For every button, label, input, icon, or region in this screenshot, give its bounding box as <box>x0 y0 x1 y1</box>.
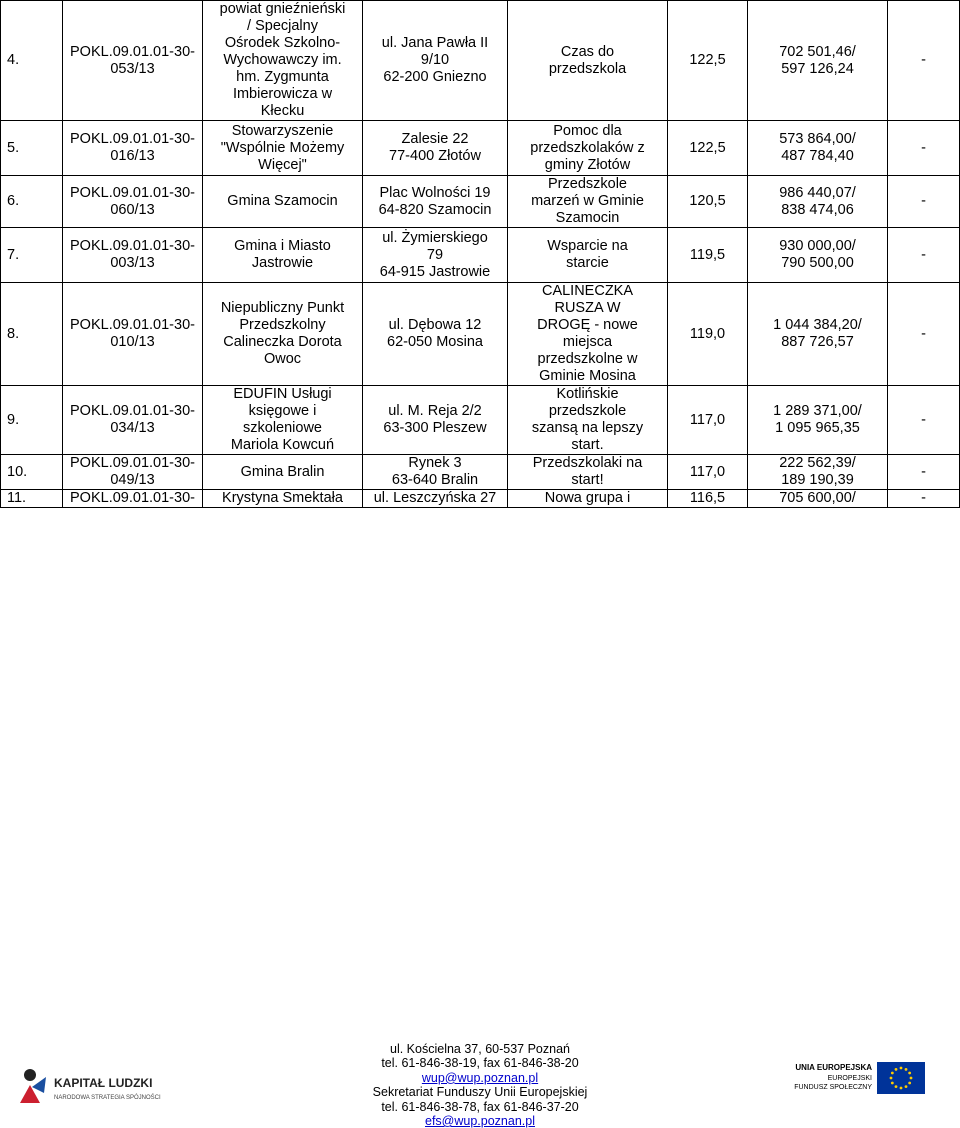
amount-value-text: 1 289 371,00/ 1 095 965,35 <box>773 403 862 436</box>
amount-value <box>748 386 888 455</box>
amount-value-text: 705 600,00/ <box>779 490 856 506</box>
row-number-text: 6. <box>7 193 20 209</box>
contact-department: Sekretariat Funduszy Unii Europejskiej <box>372 1085 588 1100</box>
contact-address: ul. Kościelna 37, 60-537 Poznań <box>390 1042 570 1056</box>
amount-value-text: 222 562,39/ 189 190,39 <box>779 455 856 488</box>
row-number <box>1 1 63 121</box>
project-title-text: Czas do przedszkola <box>548 43 627 77</box>
table-row <box>1 176 960 228</box>
table-row <box>1 490 960 508</box>
note-value <box>888 1 960 121</box>
amount-value-text: 702 501,46/ 597 126,24 <box>779 43 856 77</box>
ue-line3: FUNDUSZ SPOŁECZNY <box>794 1084 872 1091</box>
score-value-text: 117,0 <box>689 411 726 428</box>
amount-value <box>748 1 888 121</box>
score-value <box>668 283 748 386</box>
score-value <box>668 455 748 490</box>
amount-value <box>748 176 888 228</box>
note-value-text: - <box>921 52 926 68</box>
project-code-text: POKL.09.01.01-30- 016/13 <box>70 131 195 164</box>
score-value <box>668 1 748 121</box>
project-code-text: POKL.09.01.01-30- <box>70 490 195 506</box>
eu-star-icon <box>895 1068 898 1071</box>
applicant-name <box>203 455 363 490</box>
applicant-address-text: ul. Jana Pawła II 9/10 62-200 Gniezno <box>381 35 489 85</box>
note-value-text: - <box>921 463 926 480</box>
score-value-text: 119,5 <box>689 246 726 263</box>
applicant-address-text: Plac Wolności 19 64-820 Szamocin <box>378 184 492 218</box>
table-row <box>1 228 960 283</box>
project-code-text: POKL.09.01.01-30- 053/13 <box>70 43 195 77</box>
kapital-ludzki-emblem-icon <box>20 1069 46 1103</box>
score-value-text: 116,5 <box>689 490 726 506</box>
project-title-text: Przedszkolaki na start! <box>532 455 643 488</box>
ue-line2: EUROPEJSKI <box>827 1075 872 1082</box>
applicant-address <box>363 455 508 490</box>
applicant-address-text: Zalesie 22 77-400 Złotów <box>389 131 481 164</box>
project-title <box>508 283 668 386</box>
applicant-name-text: Stowarzyszenie "Wspólnie Możemy Więcej" <box>220 122 345 173</box>
applicant-address-text: ul. Leszczyńska 27 <box>373 490 497 506</box>
eu-logo <box>755 1060 935 1100</box>
applicant-address <box>363 1 508 121</box>
project-title <box>508 228 668 283</box>
project-code <box>63 121 203 176</box>
project-title-text: Nowa grupa i <box>544 490 631 506</box>
row-number <box>1 283 63 386</box>
amount-value <box>748 490 888 508</box>
score-value-text: 122,5 <box>689 139 726 156</box>
project-title <box>508 176 668 228</box>
eu-star-icon <box>900 1067 903 1070</box>
project-code-text: POKL.09.01.01-30- 049/13 <box>70 455 195 488</box>
kapital-ludzki-logo <box>18 1063 178 1107</box>
applicant-name <box>203 176 363 228</box>
applicant-name <box>203 228 363 283</box>
eu-star-icon <box>900 1087 903 1090</box>
applicant-name <box>203 490 363 508</box>
eu-star-icon <box>905 1068 908 1071</box>
amount-value-text: 930 000,00/ 790 500,00 <box>779 238 856 271</box>
eu-star-icon <box>890 1077 893 1080</box>
project-code <box>63 386 203 455</box>
eu-star-icon <box>908 1072 911 1075</box>
note-value-text: - <box>921 193 926 209</box>
applicant-address <box>363 176 508 228</box>
project-title-text: Pomoc dla przedszkolaków z gminy Złotów <box>530 122 645 173</box>
contact-email-link[interactable]: wup@wup.poznan.pl <box>421 1070 539 1085</box>
project-title <box>508 1 668 121</box>
project-title-text: CALINECZKA RUSZA W DROGĘ - nowe miejsca przedszkolne w Gminie Mosina <box>537 283 638 384</box>
project-code-text: POKL.09.01.01-30- 010/13 <box>70 317 195 350</box>
score-value <box>668 386 748 455</box>
row-number-text: 4. <box>7 52 20 68</box>
note-value-text: - <box>921 246 926 263</box>
eu-star-icon <box>905 1085 908 1088</box>
applicant-address-text: ul. Dębowa 12 62-050 Mosina <box>387 317 483 350</box>
ue-line1: UNIA EUROPEJSKA <box>795 1063 872 1072</box>
project-title <box>508 455 668 490</box>
eu-star-icon <box>908 1082 911 1085</box>
note-value <box>888 228 960 283</box>
row-number <box>1 176 63 228</box>
applicant-address <box>363 283 508 386</box>
eu-star-icon <box>910 1077 913 1080</box>
project-code-text: POKL.09.01.01-30- 034/13 <box>70 403 195 436</box>
applicant-address <box>363 121 508 176</box>
amount-value-text: 986 440,07/ 838 474,06 <box>779 184 856 218</box>
applicant-address <box>363 228 508 283</box>
table-row <box>1 455 960 490</box>
applicant-name-text: EDUFIN Usługi księgowe i szkoleniowe Mariola Kowcuń <box>230 386 335 453</box>
project-code <box>63 176 203 228</box>
row-number-text: 10. <box>7 463 28 480</box>
table-row <box>1 121 960 176</box>
applicant-name-text: Krystyna Smektała <box>222 490 343 506</box>
project-code <box>63 228 203 283</box>
row-number-text: 5. <box>7 139 20 156</box>
applicant-name <box>203 283 363 386</box>
applicant-name-text: Gmina Szamocin <box>227 193 338 209</box>
applicant-name-text: Gmina Bralin <box>240 463 325 480</box>
score-value-text: 117,0 <box>689 463 726 480</box>
row-number-text: 7. <box>7 246 20 263</box>
applicant-address-text: ul. Żymierskiego 79 64-915 Jastrowie <box>379 229 491 280</box>
project-code <box>63 455 203 490</box>
contact-email-link-2[interactable]: efs@wup.poznan.pl <box>425 1114 535 1128</box>
score-value <box>668 176 748 228</box>
eu-star-icon <box>891 1072 894 1075</box>
amount-value <box>748 228 888 283</box>
applicant-address <box>363 490 508 508</box>
applicant-name-text: Niepubliczny Punkt Przedszkolny Calineczka Dorota Owoc <box>220 300 345 367</box>
project-code-text: POKL.09.01.01-30- 003/13 <box>70 238 195 271</box>
project-code <box>63 1 203 121</box>
contact-block <box>330 1042 630 1128</box>
note-value <box>888 386 960 455</box>
applicant-name-text: powiat gnieźnieński / Specjalny Ośrodek Szkolno- Wychowawczy im. hm. Zygmunta Imbierowicza w Kłecku <box>219 1 346 119</box>
project-title <box>508 121 668 176</box>
amount-value-text: 1 044 384,20/ 887 726,57 <box>773 317 862 350</box>
note-value-text: - <box>921 325 926 342</box>
note-value <box>888 455 960 490</box>
applicant-name <box>203 1 363 121</box>
kl-title: KAPITAŁ LUDZKI <box>54 1076 153 1090</box>
row-number-text: 11. <box>7 490 27 506</box>
project-title-text: Wsparcie na starcie <box>547 238 628 271</box>
note-value <box>888 121 960 176</box>
project-title <box>508 386 668 455</box>
project-title <box>508 490 668 508</box>
eu-star-icon <box>891 1082 894 1085</box>
note-value-text: - <box>921 490 926 506</box>
contact-phone: tel. 61-846-38-19, fax 61-846-38-20 <box>381 1056 579 1071</box>
row-number <box>1 490 63 508</box>
score-value-text: 119,0 <box>689 325 726 342</box>
project-code-text: POKL.09.01.01-30- 060/13 <box>70 184 195 218</box>
score-value <box>668 228 748 283</box>
row-number <box>1 121 63 176</box>
row-number <box>1 386 63 455</box>
note-value-text: - <box>921 139 926 156</box>
amount-value <box>748 121 888 176</box>
score-value-text: 122,5 <box>689 52 726 68</box>
page-footer <box>0 520 960 1128</box>
score-value <box>668 121 748 176</box>
applicant-address <box>363 386 508 455</box>
row-number-text: 9. <box>7 411 20 428</box>
table-row <box>1 283 960 386</box>
project-code <box>63 283 203 386</box>
applicant-name <box>203 121 363 176</box>
score-value <box>668 490 748 508</box>
note-value <box>888 283 960 386</box>
table-row <box>1 1 960 121</box>
project-code <box>63 490 203 508</box>
amount-value <box>748 283 888 386</box>
amount-value-text: 573 864,00/ 487 784,40 <box>779 131 856 164</box>
score-value-text: 120,5 <box>689 193 726 209</box>
table-row <box>1 386 960 455</box>
eu-star-icon <box>895 1085 898 1088</box>
eu-flag-icon <box>877 1062 925 1094</box>
projects-table <box>0 0 960 508</box>
row-number <box>1 228 63 283</box>
contact-phone-2: tel. 61-846-38-78, fax 61-846-37-20 <box>381 1099 579 1114</box>
note-value <box>888 176 960 228</box>
project-title-text: Przedszkole marzeń w Gminie Szamocin <box>531 176 644 226</box>
kl-subtitle: NARODOWA STRATEGIA SPÓJNOŚCI <box>54 1095 161 1101</box>
note-value <box>888 490 960 508</box>
applicant-address-text: ul. M. Reja 2/2 63-300 Pleszew <box>383 403 487 436</box>
project-title-text: Kotlińskie przedszkole szansą na lepszy start. <box>531 386 644 453</box>
amount-value <box>748 455 888 490</box>
applicant-name-text: Gmina i Miasto Jastrowie <box>234 238 331 271</box>
row-number-text: 8. <box>7 325 20 342</box>
applicant-address-text: Rynek 3 63-640 Bralin <box>391 455 479 488</box>
applicant-name <box>203 386 363 455</box>
note-value-text: - <box>921 411 926 428</box>
row-number <box>1 455 63 490</box>
